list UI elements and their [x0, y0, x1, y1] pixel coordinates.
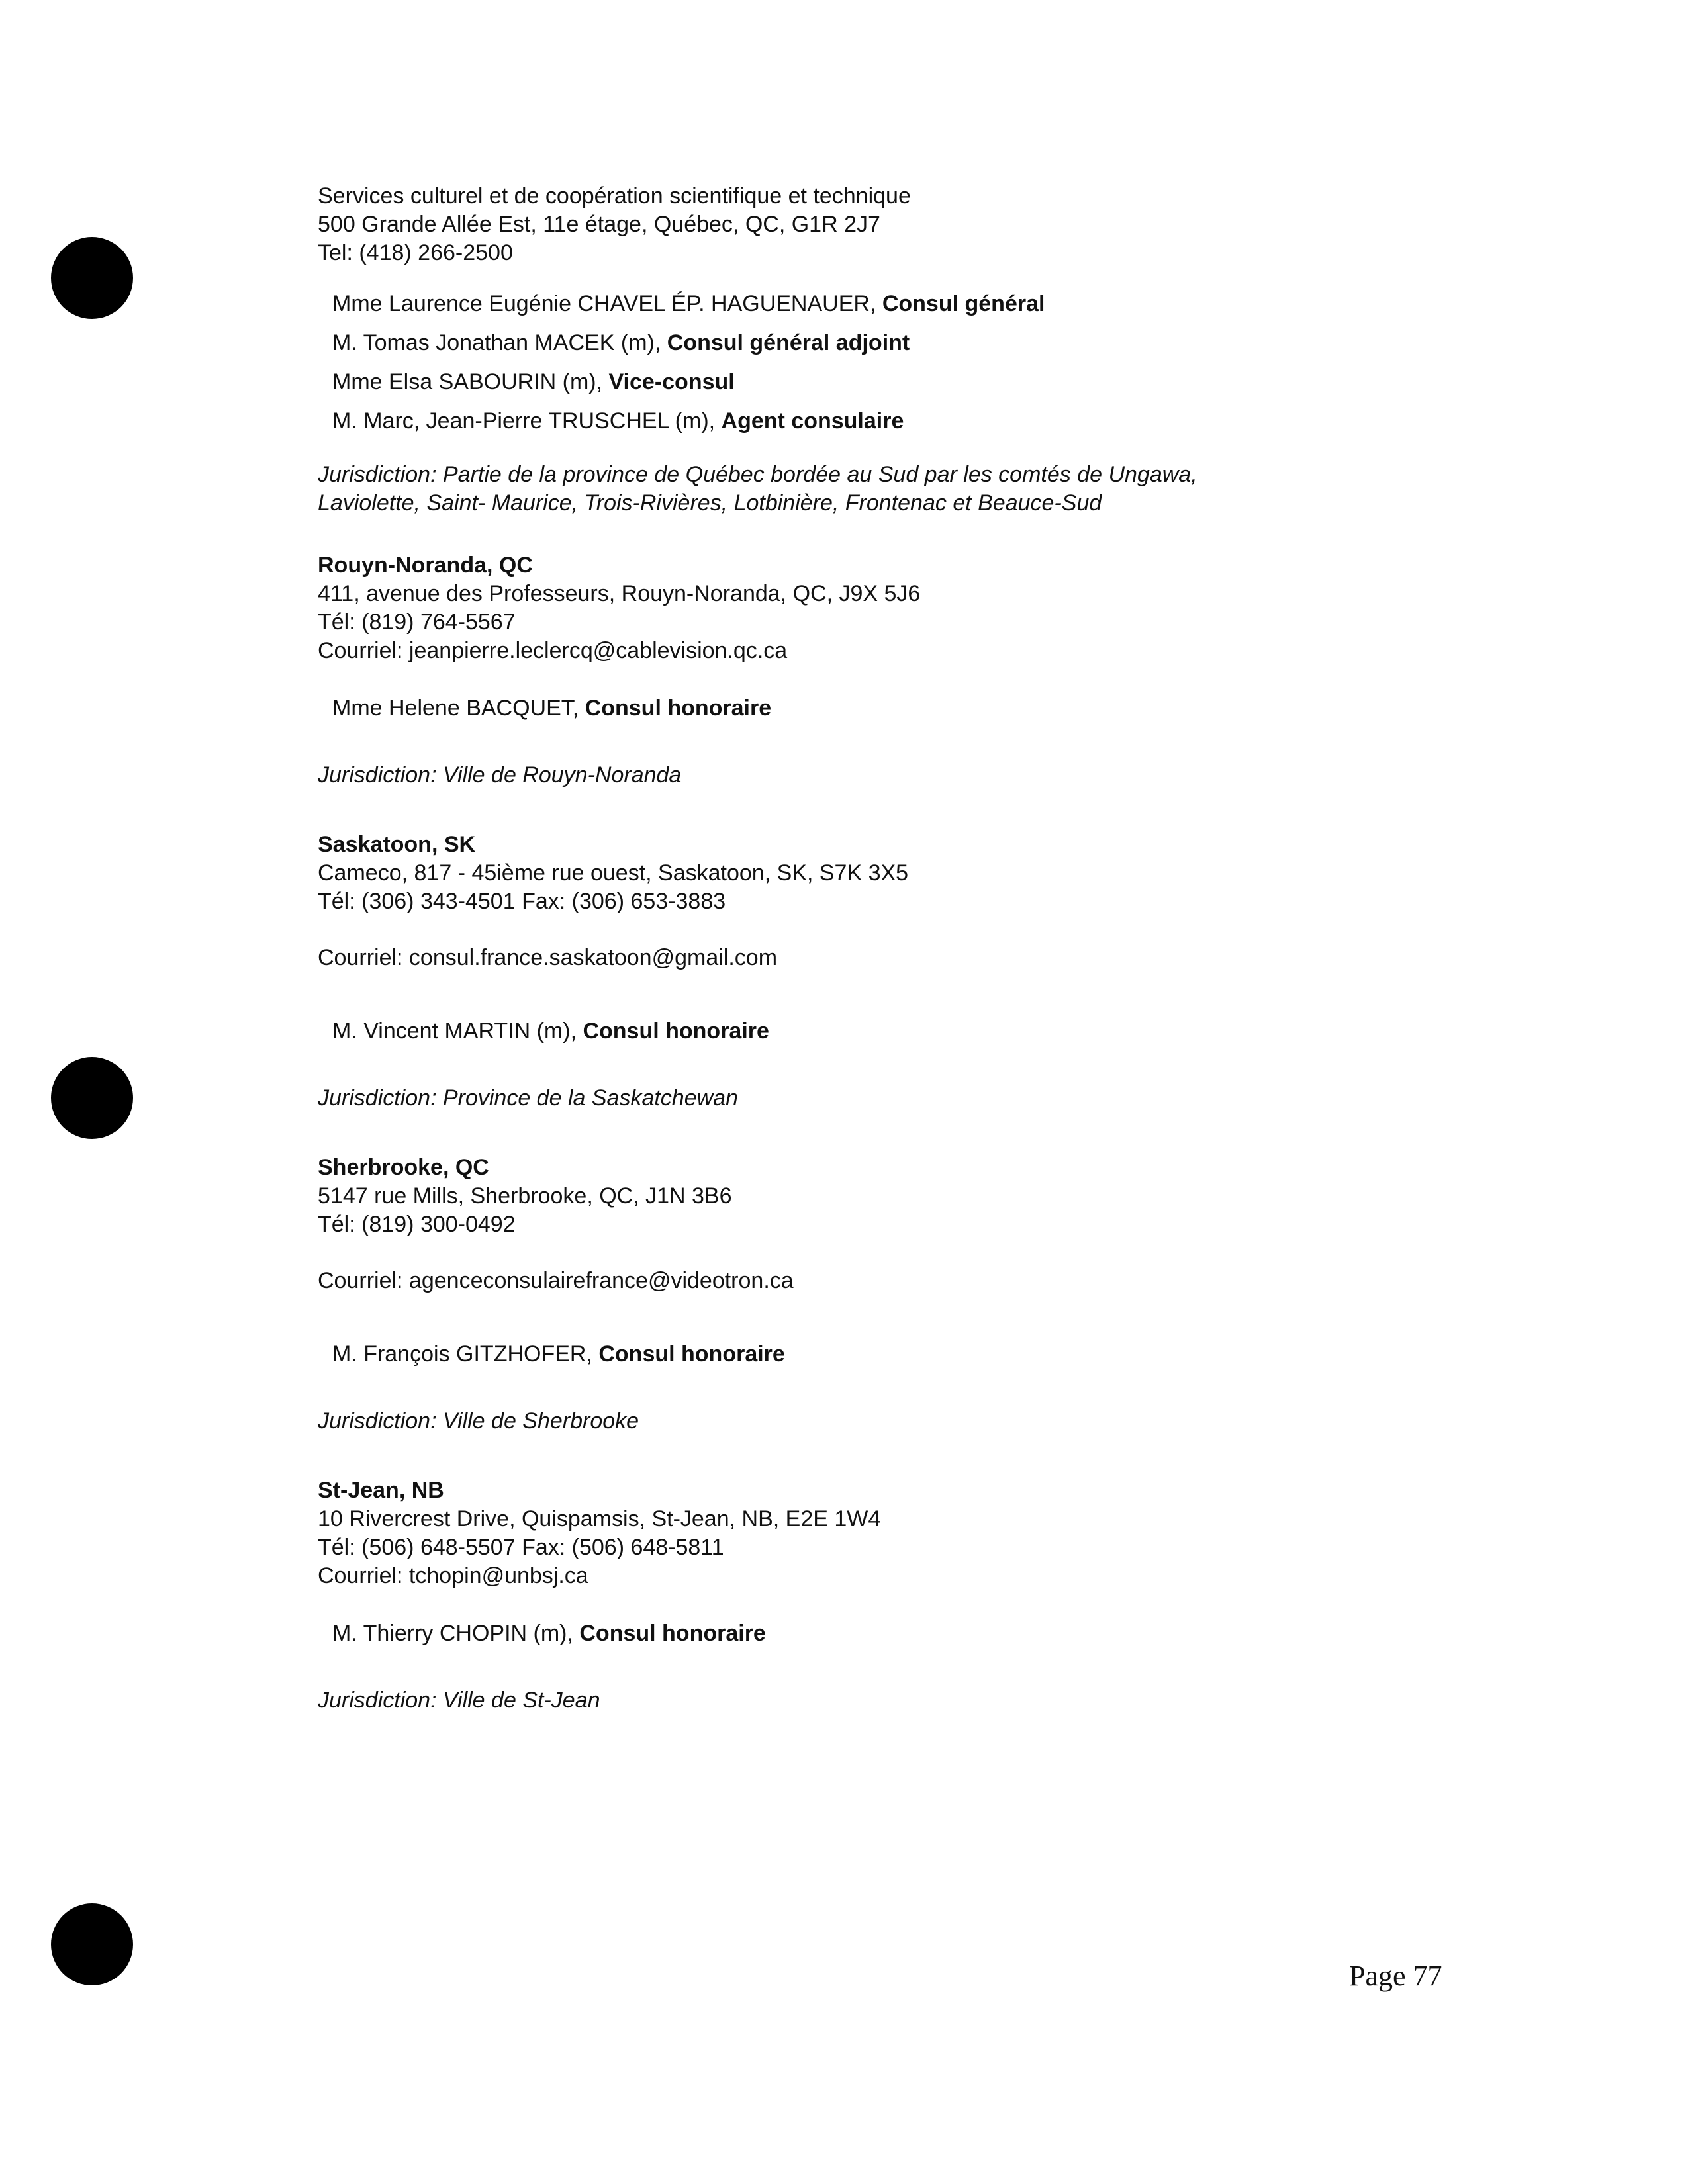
staff-entry: M. Thierry CHOPIN (m), Consul honoraire: [332, 1621, 766, 1646]
jurisdiction-text: Jurisdiction: Ville de Rouyn-Noranda: [318, 762, 682, 788]
document-page: [318, 182, 1350, 1715]
office-email: Courriel: jeanpierre.leclercq@cablevision.qc.ca: [318, 638, 788, 663]
office-city: Saskatoon, SK: [318, 832, 476, 857]
jurisdiction-text: Laviolette, Saint- Maurice, Trois-Rivières, Lotbinière, Frontenac et Beauce-Sud: [318, 490, 1102, 516]
office-city: St-Jean, NB: [318, 1478, 444, 1503]
staff-entry: M. Vincent MARTIN (m), Consul honoraire: [332, 1019, 769, 1044]
staff-entry: M. Tomas Jonathan MACEK (m), Consul général adjoint: [332, 330, 910, 355]
office-address: Cameco, 817 - 45ième rue ouest, Saskatoon, SK, S7K 3X5: [318, 860, 909, 886]
services-phone: Tel: (418) 266-2500: [318, 240, 513, 265]
jurisdiction-text: Jurisdiction: Ville de St-Jean: [318, 1688, 600, 1713]
services-name: Services culturel et de coopération scientifique et technique: [318, 183, 911, 208]
services-block: [318, 182, 1350, 267]
office-phone: Tél: (306) 343-4501 Fax: (306) 653-3883: [318, 889, 726, 914]
binder-hole: [51, 237, 133, 319]
jurisdiction-text: Jurisdiction: Province de la Saskatchewan: [318, 1085, 738, 1111]
staff-entry: Mme Elsa SABOURIN (m), Vice-consul: [332, 369, 735, 394]
office-phone: Tél: (819) 764-5567: [318, 610, 516, 635]
office-address: 5147 rue Mills, Sherbrooke, QC, J1N 3B6: [318, 1183, 732, 1208]
office-email: Courriel: tchopin@unbsj.ca: [318, 1563, 588, 1588]
binder-hole: [51, 1057, 133, 1139]
jurisdiction-text: Jurisdiction: Ville de Sherbrooke: [318, 1408, 639, 1433]
office-email: Courriel: consul.france.saskatoon@gmail.com: [318, 945, 778, 970]
office-rouyn-noranda: [318, 551, 1350, 790]
office-address: 10 Rivercrest Drive, Quispamsis, St-Jean, NB, E2E 1W4: [318, 1506, 881, 1531]
jurisdiction-block: [318, 461, 1350, 518]
page-number: Page 77: [1349, 1960, 1442, 1992]
office-st-jean: [318, 1477, 1350, 1715]
jurisdiction-text: Jurisdiction: Partie de la province de Québec bordée au Sud par les comtés de Ungawa,: [318, 462, 1197, 487]
binder-hole: [51, 1903, 133, 1985]
office-saskatoon: [318, 831, 1350, 1113]
services-address: 500 Grande Allée Est, 11e étage, Québec, QC, G1R 2J7: [318, 212, 880, 237]
consulate-staff-list: [318, 285, 1350, 441]
office-phone: Tél: (506) 648-5507 Fax: (506) 648-5811: [318, 1535, 724, 1560]
staff-entry: Mme Helene BACQUET, Consul honoraire: [332, 696, 772, 721]
office-phone: Tél: (819) 300-0492: [318, 1212, 516, 1237]
office-sherbrooke: [318, 1154, 1350, 1435]
office-city: Sherbrooke, QC: [318, 1155, 489, 1180]
office-city: Rouyn-Noranda, QC: [318, 553, 533, 578]
office-email: Courriel: agenceconsulairefrance@videotron.ca: [318, 1268, 794, 1293]
staff-entry: M. François GITZHOFER, Consul honoraire: [332, 1342, 785, 1367]
staff-entry: Mme Laurence Eugénie CHAVEL ÉP. HAGUENAUER, Consul général: [332, 291, 1045, 316]
office-address: 411, avenue des Professeurs, Rouyn-Noranda, QC, J9X 5J6: [318, 581, 921, 606]
staff-entry: M. Marc, Jean-Pierre TRUSCHEL (m), Agent consulaire: [332, 408, 904, 433]
